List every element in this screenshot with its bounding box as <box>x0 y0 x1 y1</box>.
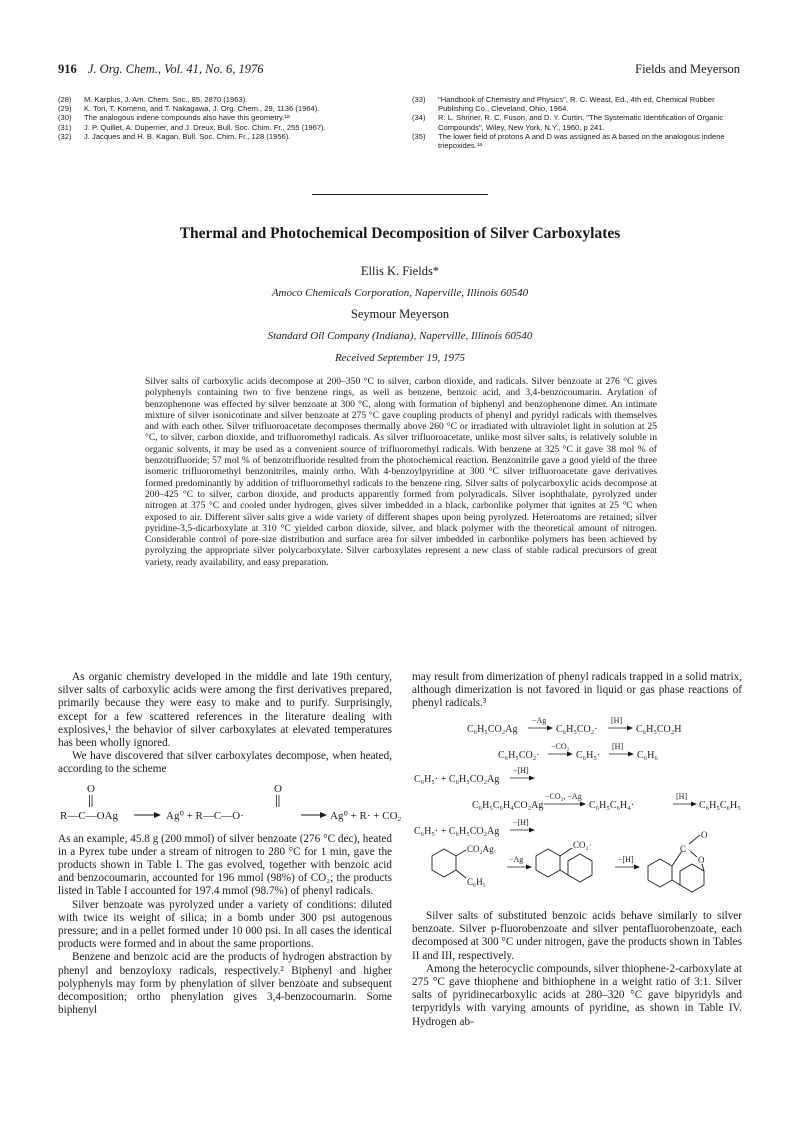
intermediate-formula: C₆H₅· <box>576 750 601 761</box>
reactant-formula: C₆H₅· + C₆H₅CO₂Ag <box>414 826 500 837</box>
product-formula: C₆H₅C₆H₅ <box>699 800 741 811</box>
body-right-column <box>412 671 742 711</box>
section-divider <box>312 194 488 195</box>
body-paragraph: Silver salts of substituted benzoic acids behave similarly to silver benzoate. Silver p-fluorobenzoate and silver pentafluorobenzoate, each decomposed at 300 °C under nitrogen, gave the products shown in Tables II and III, respectively. <box>412 910 742 962</box>
decomposition-scheme <box>58 780 402 826</box>
intermediate-formula: C₆H₅CO₂· <box>556 724 598 735</box>
author-affiliation: Amoco Chemicals Corporation, Naperville, Illinois 60540 <box>271 287 529 299</box>
body-paragraph: may result from dimerization of phenyl radicals trapped in a solid matrix, although dimerization is not favored in liquid or gas phase reactions of phenyl radicals.³ <box>412 671 742 710</box>
silver-carboxylate-formula: R—C—OAg <box>60 810 119 822</box>
page-number: 916 <box>58 62 77 76</box>
benzene-ring <box>536 849 560 877</box>
arrow-label: [H] <box>676 792 688 801</box>
references-right <box>412 95 742 150</box>
body-paragraph: Silver benzoate was pyrolyzed under a variety of conditions: diluted with twice its weight of silica; in a bomb under 300 psi autogenous pressure; and in a pellet formed under 10 000 psi. In all cases the identical products were formed and in about the same proportions. <box>58 898 392 951</box>
substituent-label: CO₂· <box>573 840 592 850</box>
reactant-formula: C₆H₅CO₂· <box>498 750 540 761</box>
ring-oxygen-label: O <box>698 855 705 865</box>
body-paragraph: As organic chemistry developed in the middle and late 19th century, silver salts of carboxylic acids were among the first derivatives prepared, primarily because they were easy to make and to purify. Surprisingly, except for a few scattered references in the literature dealing with explosives,¹ the behavior of silver carboxylates at elevated temperatures has been wholly ignored. <box>58 671 392 750</box>
reference-item: (32) J. Jacques and H. B. Kagan, Bull. Soc. Chim. Fr., 128 (1956). <box>58 131 291 141</box>
reactant-formula: C₆H₅CO₂Ag <box>467 724 518 735</box>
received-date: Received September 19, 1975 <box>334 352 466 364</box>
arrow-label: −[H] <box>618 855 634 864</box>
body-left-column <box>58 671 392 1017</box>
reactant-formula: C₆H₅· + C₆H₅CO₂Ag <box>414 774 500 785</box>
intermediate-formula: C₆H₅C₆H₄CO₂Ag <box>472 800 544 811</box>
arrow-label: −[H] <box>513 818 529 827</box>
carbonyl-oxygen-label: O <box>274 783 282 795</box>
carbonyl-oxygen-label: O <box>701 830 708 840</box>
body-paragraph: As an example, 45.8 g (200 mmol) of silver benzoate (276 °C dec), heated in a Pyrex tube under a stream of nitrogen to 280 °C for 1 min, gave the products shown in Table I. The gas evolved, together with benzoic acid and benzocoumarin, accounted for 196 mmol (98%) of CO₂; the products listed in Table I accounted for 197.4 mmol (98.7%) of phenyl radicals. <box>58 832 392 898</box>
benzene-ring <box>568 854 592 882</box>
benzene-ring <box>680 864 704 892</box>
benzene-ring <box>432 849 456 877</box>
references-left <box>58 95 393 141</box>
body-paragraph: We have discovered that silver carboxylates decompose, when heated, according to the scheme <box>58 750 392 776</box>
body-paragraph: Benzene and benzoic acid are the products of hydrogen abstraction by phenyl and benzoyloxy radicals, respectively.² Biphenyl and higher polyphenyls may form by phenylation of silver benzoate and subsequent decomposition; ortho phenylation gives 3,4-benzocoumarin. Some biphenyl <box>58 951 392 1017</box>
product-formula: C₆H₅CO₂H <box>636 724 682 735</box>
arrow-label: [H] <box>611 716 623 725</box>
running-authors: Fields and Meyerson <box>635 62 740 76</box>
substituent-label: C₆H₅ <box>467 877 486 887</box>
carboxyl-radical-formula: Ag⁰ + R—C—O· <box>166 810 244 822</box>
carbonyl-carbon-label: C <box>680 844 687 854</box>
intermediate-formula: C₆H₅C₆H₄· <box>589 800 635 811</box>
article-title: Thermal and Photochemical Decomposition of Silver Carboxylates <box>179 225 621 242</box>
reference-item: (29) K. Tori, T. Komeno, and T. Nakagawa, J. Org. Chem., 29, 1136 (1964). <box>58 104 320 114</box>
body-paragraph: Among the heterocyclic compounds, silver thiophene-2-carboxylate at 275 °C gave thiophene and bithiophene in a weight ratio of 3:1. Silver salts of pyridinecarboxylic acids at 280–320 °C gave bipyridyls and terpyridyls with varying amounts of pyridine, as shown in Table IV. Hydrogen ab- <box>412 962 742 1028</box>
arrow-label: [H] <box>612 742 624 751</box>
product-formula: C₆H₆ <box>637 750 658 761</box>
author-name: Seymour Meyerson <box>350 307 450 321</box>
arrow-label: −[H] <box>513 766 529 775</box>
cyclization-structure-scheme <box>412 830 742 906</box>
author-name: Ellis K. Fields* <box>360 264 440 278</box>
reference-item: (35) The lower field of protons A and D was assigned as A based on the analogous indene triepoxides.¹ᵃ <box>412 131 725 151</box>
substituent-label: CO₂Ag <box>467 844 494 854</box>
arrow-label: −Ag <box>509 855 524 864</box>
journal-citation: J. Org. Chem., Vol. 41, No. 6, 1976 <box>87 62 264 76</box>
carbonyl-oxygen-label: O <box>87 783 95 795</box>
reference-item: (34) R. L. Shriner, R. C. Fuson, and D. Y. Curtin, "The Systematic Identification of Organic Compounds", Wiley, New York, N.Y., 1960, p 241. <box>412 113 724 132</box>
arrow-label: −CO₂ <box>551 742 570 751</box>
arrow-label: −CO₂, −Ag <box>545 792 582 801</box>
reference-item: (30) The analogous indene compounds also have this geometry.¹ᵃ <box>58 113 290 123</box>
reference-item: (33) "Handbook of Chemistry and Physics", R. C. Weast, Ed., 4th ed, Chemical Rubber Publishing Co., Cleveland, Ohio, 1964. <box>412 95 715 114</box>
author-affiliation: Standard Oil Company (Indiana), Naperville, Illinois 60540 <box>267 330 533 342</box>
body-right-column-continued <box>412 910 742 1029</box>
reference-item: (28) M. Karplus, J. Am. Chem. Soc., 85, 2870 (1963). <box>58 95 248 104</box>
benzene-ring <box>648 859 672 887</box>
radical-products-formula: Ag⁰ + R· + CO₂ <box>330 810 402 822</box>
abstract: Silver salts of carboxylic acids decompose at 200–350 °C to silver, carbon dioxide, and radicals. Silver benzoate at 276 °C gives polyphenyls containing two to five benzene rings, as well as benzene, benzoic acid, and 3,4-benzocoumarin. Arylation of benzophenone was effected by silver benzoate at 300 °C, along with formation of biphenyl and benzophenone dimer. An intimate mixture of silver isonicotinate and silver benzoate at 275 °C gave coupling products of phenyl and pyridyl radicals with themselves and with each other. Silver trifluoroacetate decomposes thermally above 260 °C or irradiated with ultraviolet light in solution at 25 °C, to silver, carbon dioxide, and trifluoromethyl radicals. As silver trifluoroacetate, unlike most silver salts, is relatively soluble in organic solvents, it may be used as a convenient source of trifluoromethyl radicals. With benzene at 325 °C it gave 38 mol % of benzotrifluoride; 57 mol % of benzotrifluoride resulted from the photochemical reaction. Benzonitrile gave a good yield of the three isomeric trifluoromethyl benzonitriles, mainly ortho. With 4-benzoylpyridine at 300 °C silver trifluoroacetate gave derivatives formed predominantly by addition of trifluoromethyl radicals to the benzene ring. Silver salts of polycarboxylic acids decompose at 200–425 °C to silver, carbon dioxide, and products apparently formed from polyradicals. Silver isophthalate, pyrolyzed under nitrogen at 375 °C and cooled under hydrogen, gives silver imbedded in a black, carbonlike polymer that ignites at 25 °C when exposed to air. Different silver salts give a wide variety of different shapes upon being pyrolyzed. Heteroatoms are retained; silver pyridine-3,5-dicarboxylate at 310 °C yielded carbon dioxide, silver, and black polymer with the theoretical amount of nitrogen. Considerable control of pore-size distribution and surface area for silver imbedded in carbonlike polymers has been achieved by pyrolyzing the appropriate silver polycarboxylate. Silver carboxylates represent a new class of stable radical precursors of great variety, ready availability, and easy preparation. <box>145 376 657 568</box>
reference-item: (31) J. P. Quillet, A. Duperrier, and J. Dreux, Bull. Soc. Chim. Fr., 255 (1967). <box>58 122 326 132</box>
arrow-label: −Ag <box>532 716 547 725</box>
page-header <box>58 62 740 80</box>
